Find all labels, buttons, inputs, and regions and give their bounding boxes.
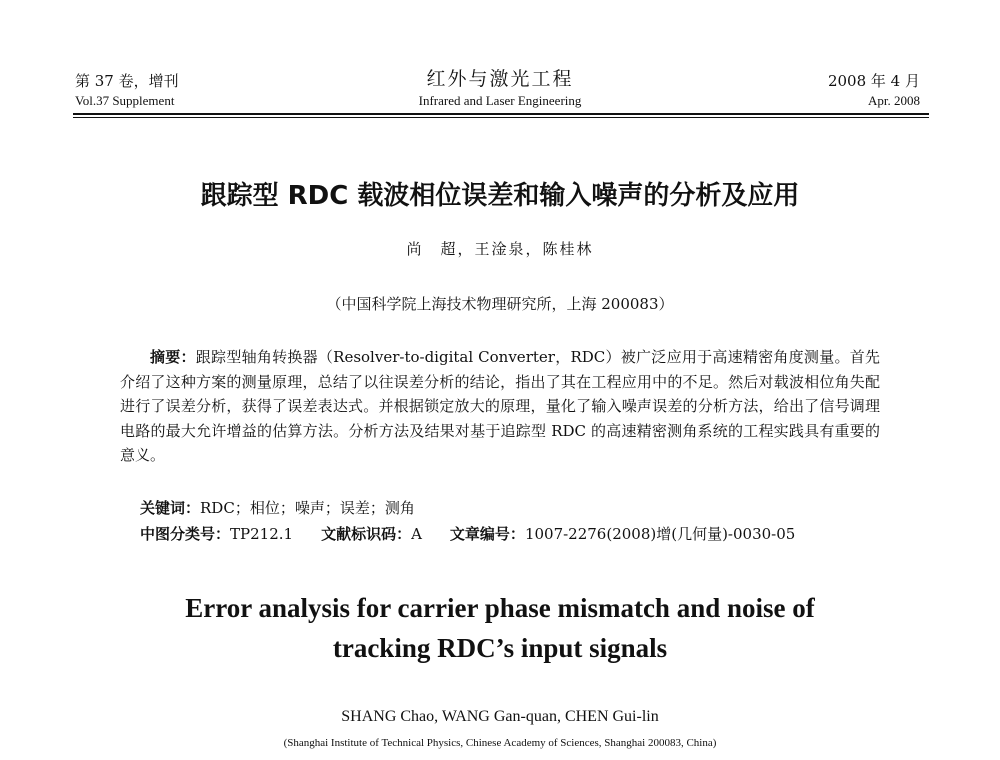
- authors-cn: 尚 超，王淦泉，陈桂林: [406, 240, 594, 258]
- clc-label: 中图分类号：: [140, 525, 231, 543]
- doc-code-value: A: [411, 525, 422, 543]
- issue-date-en: Apr. 2008: [868, 93, 920, 108]
- abstract-block: [120, 345, 880, 468]
- paper-title-en-line2: tracking RDC’s input signals: [332, 633, 668, 663]
- keywords-line: [140, 497, 415, 518]
- affiliation-cn: （中国科学院上海技术物理研究所，上海 200083）: [326, 295, 674, 313]
- article-number-label: 文章编号：: [449, 525, 525, 543]
- paper-title-en-line1: Error analysis for carrier phase mismatch and noise of: [185, 593, 815, 623]
- issue-date-cn: 2008 年 4 月: [827, 72, 920, 90]
- header-rule-thin: [73, 117, 929, 118]
- journal-name-cn: 红外与激光工程: [426, 68, 574, 90]
- header-rule-thick: [73, 113, 929, 115]
- keywords-text: RDC；相位；噪声；误差；测角: [200, 499, 415, 517]
- journal-volume-cn: 第 37 卷，增刊: [75, 72, 179, 90]
- classification-line: [140, 523, 795, 544]
- affiliation-en: (Shanghai Institute of Technical Physics, Chinese Academy of Sciences, Shanghai 200083, China): [283, 737, 717, 749]
- authors-en: SHANG Chao, WANG Gan-quan, CHEN Gui-lin: [341, 708, 659, 725]
- paper-title-cn: 跟踪型 RDC 载波相位误差和输入噪声的分析及应用: [200, 181, 800, 211]
- doc-code-label: 文献标识码：: [321, 525, 412, 543]
- clc-value: TP212.1: [230, 525, 294, 543]
- abstract-paragraph: [120, 345, 880, 468]
- abstract-label: 摘要：: [150, 348, 196, 366]
- abstract-text: 跟踪型轴角转换器（Resolver-to-digital Converter，RDC）被广泛应用于高速精密角度测量。首先介绍了这种方案的测量原理，总结了以往误差分析的结论，指出了其在工程应用中的不足。然后对载波相位角失配进行了误差分析，获得了误差表达式。并根据锁定放大的原理，量化了输入噪声误差的分析方法，给出了信号调理电路的最大允许增益的估算方法。分析方法及结果对基于追踪型 RDC 的高速精密测角系统的工程实践具有重要的意义。: [120, 348, 880, 464]
- journal-volume-en: Vol.37 Supplement: [75, 93, 175, 108]
- keywords-label: 关键词：: [140, 499, 201, 517]
- journal-name-en: Infrared and Laser Engineering: [418, 93, 582, 108]
- article-number-value: 1007-2276(2008)增(几何量)-0030-05: [524, 525, 796, 543]
